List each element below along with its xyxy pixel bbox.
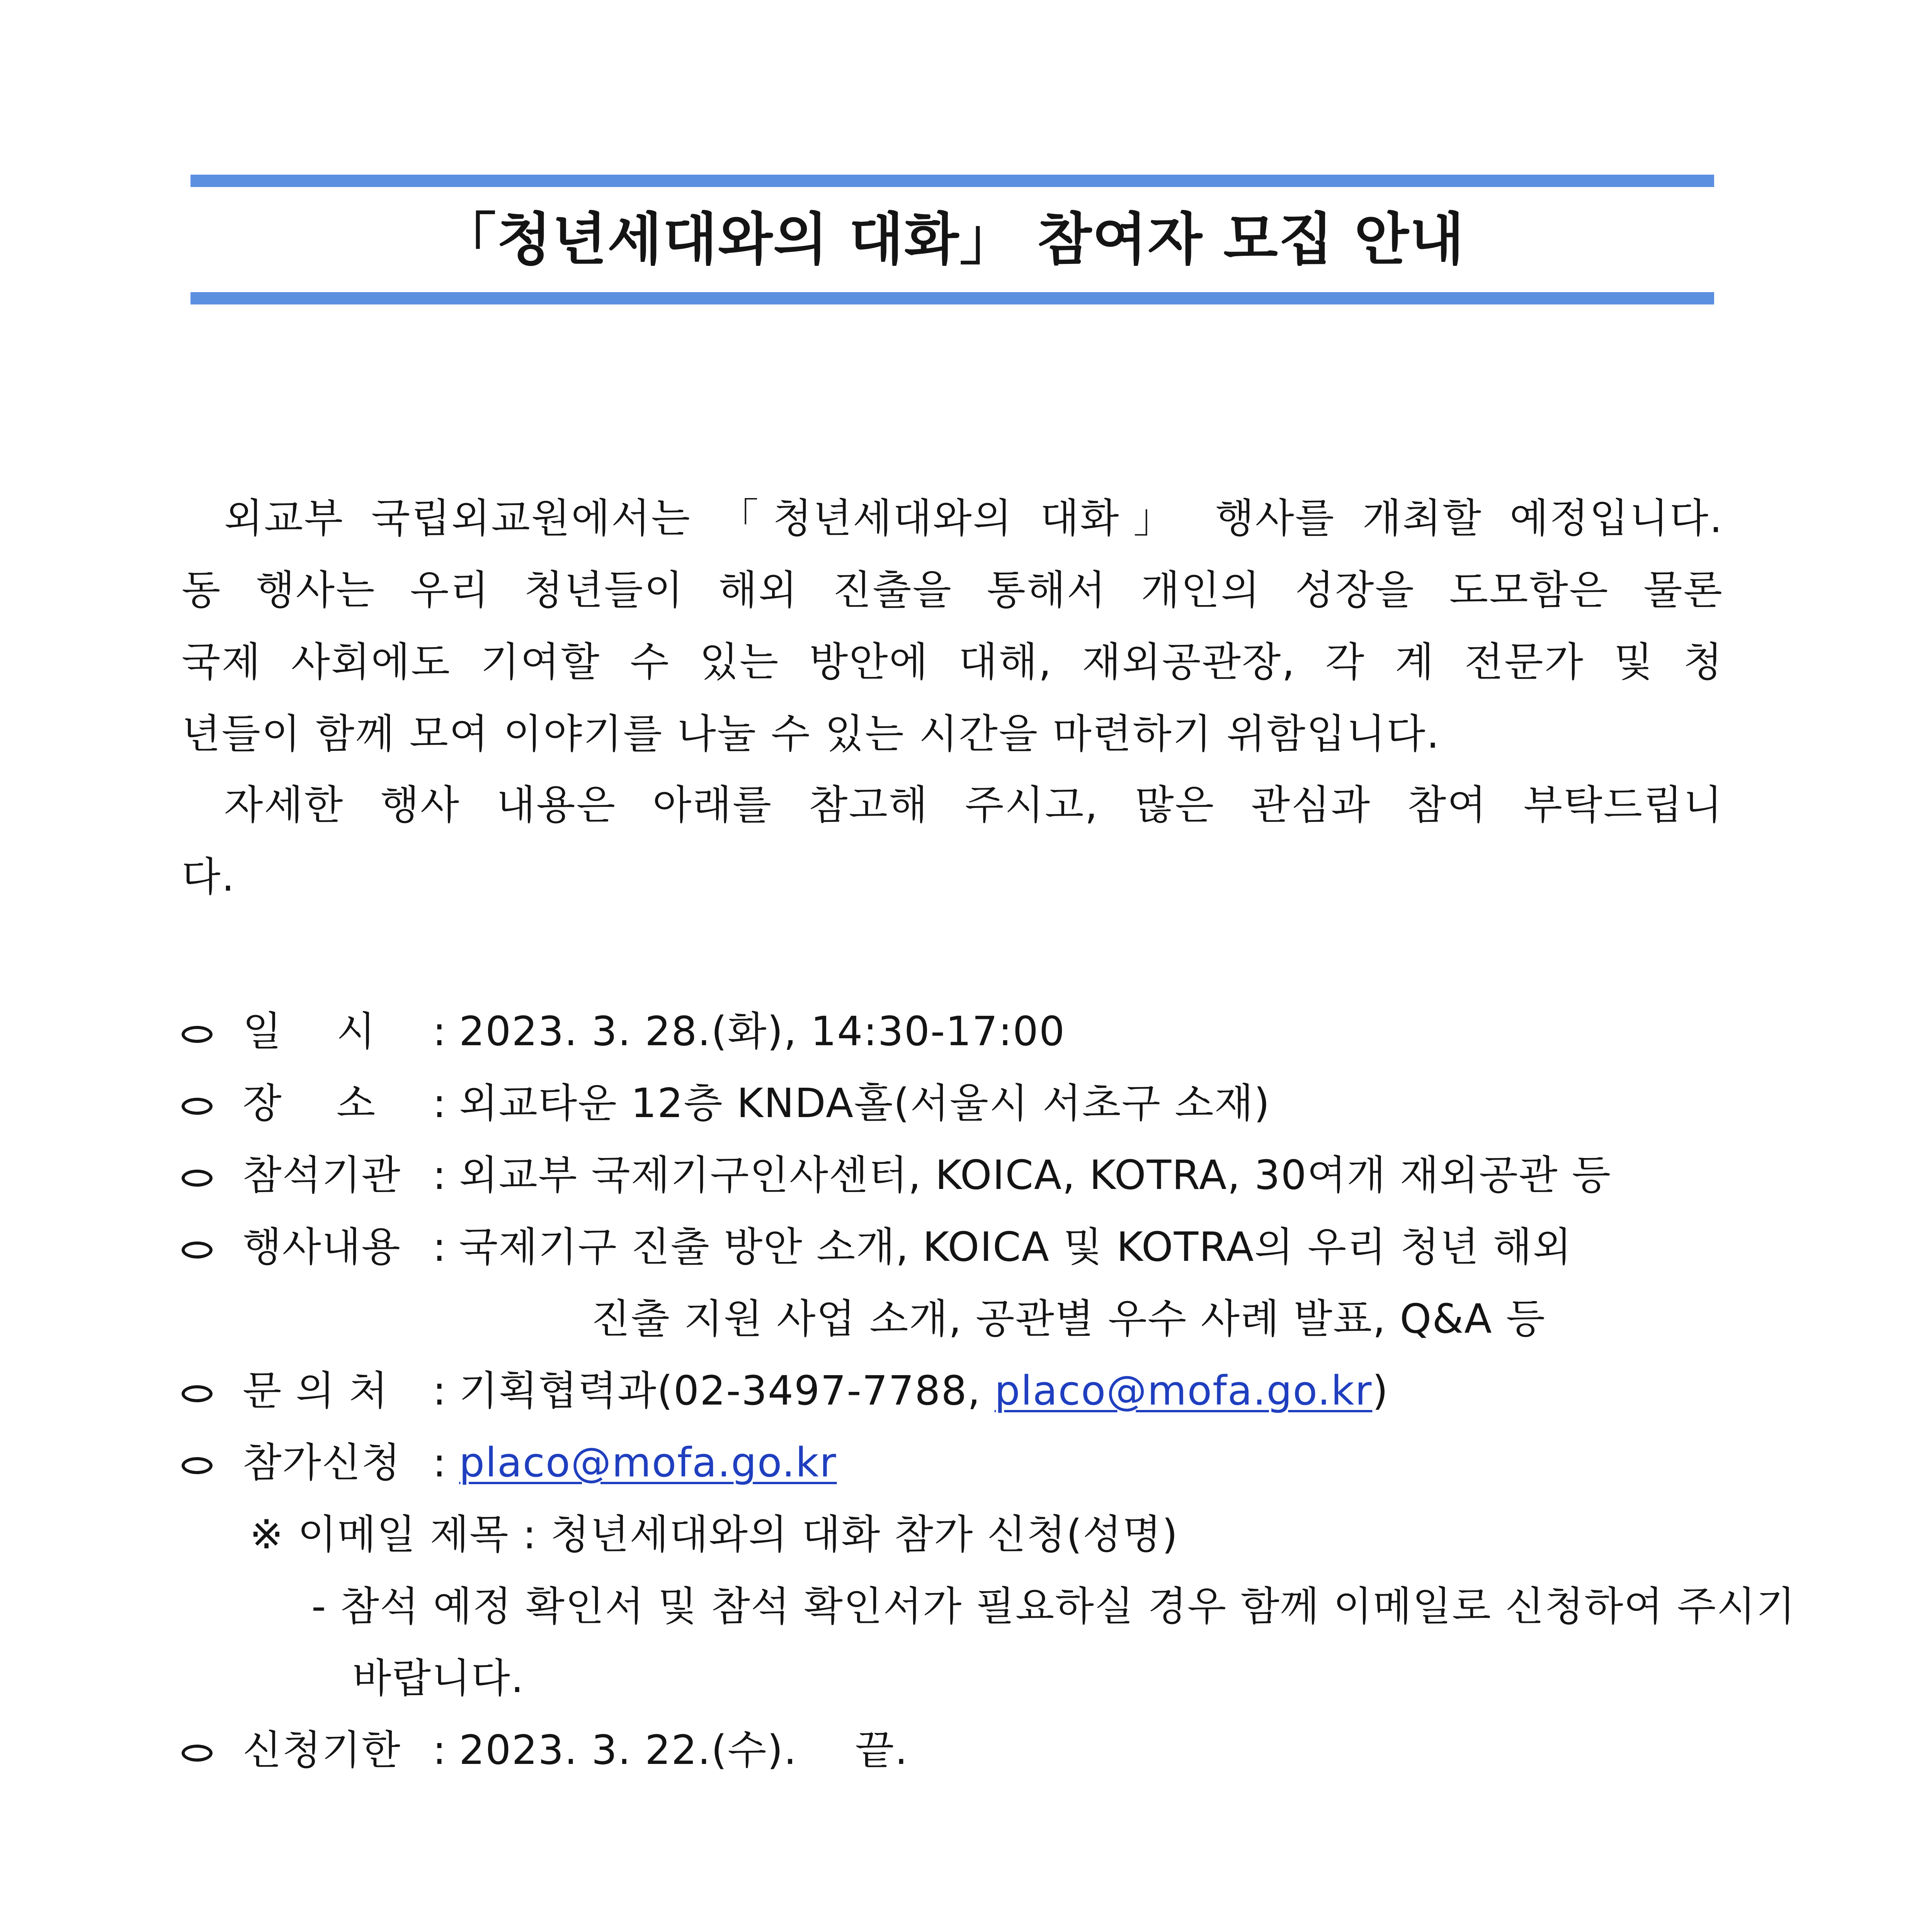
detail-label: 참가신청 (243, 1439, 401, 1486)
circle-bullet-icon (182, 1745, 213, 1762)
intro-paragraph-2 (182, 769, 1723, 913)
detail-label: 행사내용 (243, 1223, 401, 1270)
detail-value: 2023. 3. 28.(화), 14:30-17:00 (459, 1008, 1066, 1055)
detail-label: 참석기관 (243, 1151, 401, 1199)
title-rule-top (191, 175, 1714, 187)
intro-line: 국제 사회에도 기여할 수 있는 방안에 대해, 재외공관장, 각 계 전문가 및 청 (182, 638, 1723, 685)
detail-value: 2023. 3. 22.(수). (459, 1726, 798, 1774)
detail-place: 장 소 : 외교타운 12층 KNDA홀(서울시 서초구 소재) (182, 1067, 1271, 1139)
detail-label: 신청기한 (243, 1726, 401, 1774)
detail-value: 국제기구 진출 방안 소개, KOICA 및 KOTRA의 우리 청년 해외 (459, 1223, 1572, 1270)
intro-line: 자세한 행사 내용은 아래를 참고해 주시고, 많은 관심과 참여 부탁드립니 (224, 781, 1723, 828)
page-title: 「청년세대와의 대화」 참여자 모집 안내 (440, 207, 1465, 272)
intro-line: 다. (182, 853, 236, 900)
detail-date: 일 시 : 2023. 3. 28.(화), 14:30-17:00 (182, 995, 1065, 1067)
detail-deadline: 신청기한 : 2023. 3. 22.(수). 끝. (182, 1714, 908, 1786)
intro-line: 년들이 함께 모여 이야기를 나눌 수 있는 시간을 마련하기 위함입니다. (182, 710, 1441, 757)
circle-bullet-icon (182, 1242, 213, 1259)
circle-bullet-icon (182, 1026, 213, 1043)
circle-bullet-icon (182, 1170, 213, 1187)
detail-content-continued: 진출 지원 사업 소개, 공관별 우수 사례 발표, Q&A 등 (591, 1295, 1546, 1342)
apply-email-link[interactable]: placo@mofa.go.kr (459, 1439, 837, 1486)
detail-value: 외교타운 12층 KNDA홀(서울시 서초구 소재) (459, 1080, 1271, 1127)
detail-label: 일 시 (243, 1008, 376, 1055)
detail-value: 외교부 국제기구인사센터, KOICA, KOTRA, 30여개 재외공관 등 (459, 1151, 1612, 1199)
detail-label: 문 의 처 (243, 1367, 389, 1414)
circle-bullet-icon (182, 1385, 213, 1402)
title-rule-bottom (191, 292, 1714, 304)
intro-line: 외교부 국립외교원에서는 「청년세대와의 대화」 행사를 개최할 예정입니다. (224, 495, 1723, 542)
detail-attendees: 참석기관 : 외교부 국제기구인사센터, KOICA, KOTRA, 30여개 재외공관 등 (182, 1139, 1611, 1211)
intro-paragraph-1 (182, 482, 1723, 770)
detail-contact: 문 의 처 : 기획협력과(02-3497-7788, placo@mofa.go.kr) (182, 1355, 1389, 1427)
apply-note: ※ 이메일 제목 : 청년세대와의 대화 참가 신청(성명) (250, 1511, 1179, 1558)
detail-apply: 참가신청 : placo@mofa.go.kr (182, 1427, 837, 1498)
detail-content: 행사내용 : 국제기구 진출 방안 소개, KOICA 및 KOTRA의 우리 청년 해외 (182, 1211, 1572, 1283)
detail-label: 장 소 (243, 1080, 376, 1127)
circle-bullet-icon (182, 1098, 213, 1115)
intro-line: 동 행사는 우리 청년들이 해외 진출을 통해서 개인의 성장을 도모함은 물론 (182, 566, 1723, 614)
contact-email-link[interactable]: placo@mofa.go.kr (994, 1367, 1373, 1414)
circle-bullet-icon (182, 1457, 213, 1474)
end-mark: 끝. (855, 1726, 908, 1774)
apply-sub-note: - 참석 예정 확인서 및 참석 확인서가 필요하실 경우 함께 이메일로 신청하여 주시기 바랍니다. (311, 1583, 1796, 1702)
